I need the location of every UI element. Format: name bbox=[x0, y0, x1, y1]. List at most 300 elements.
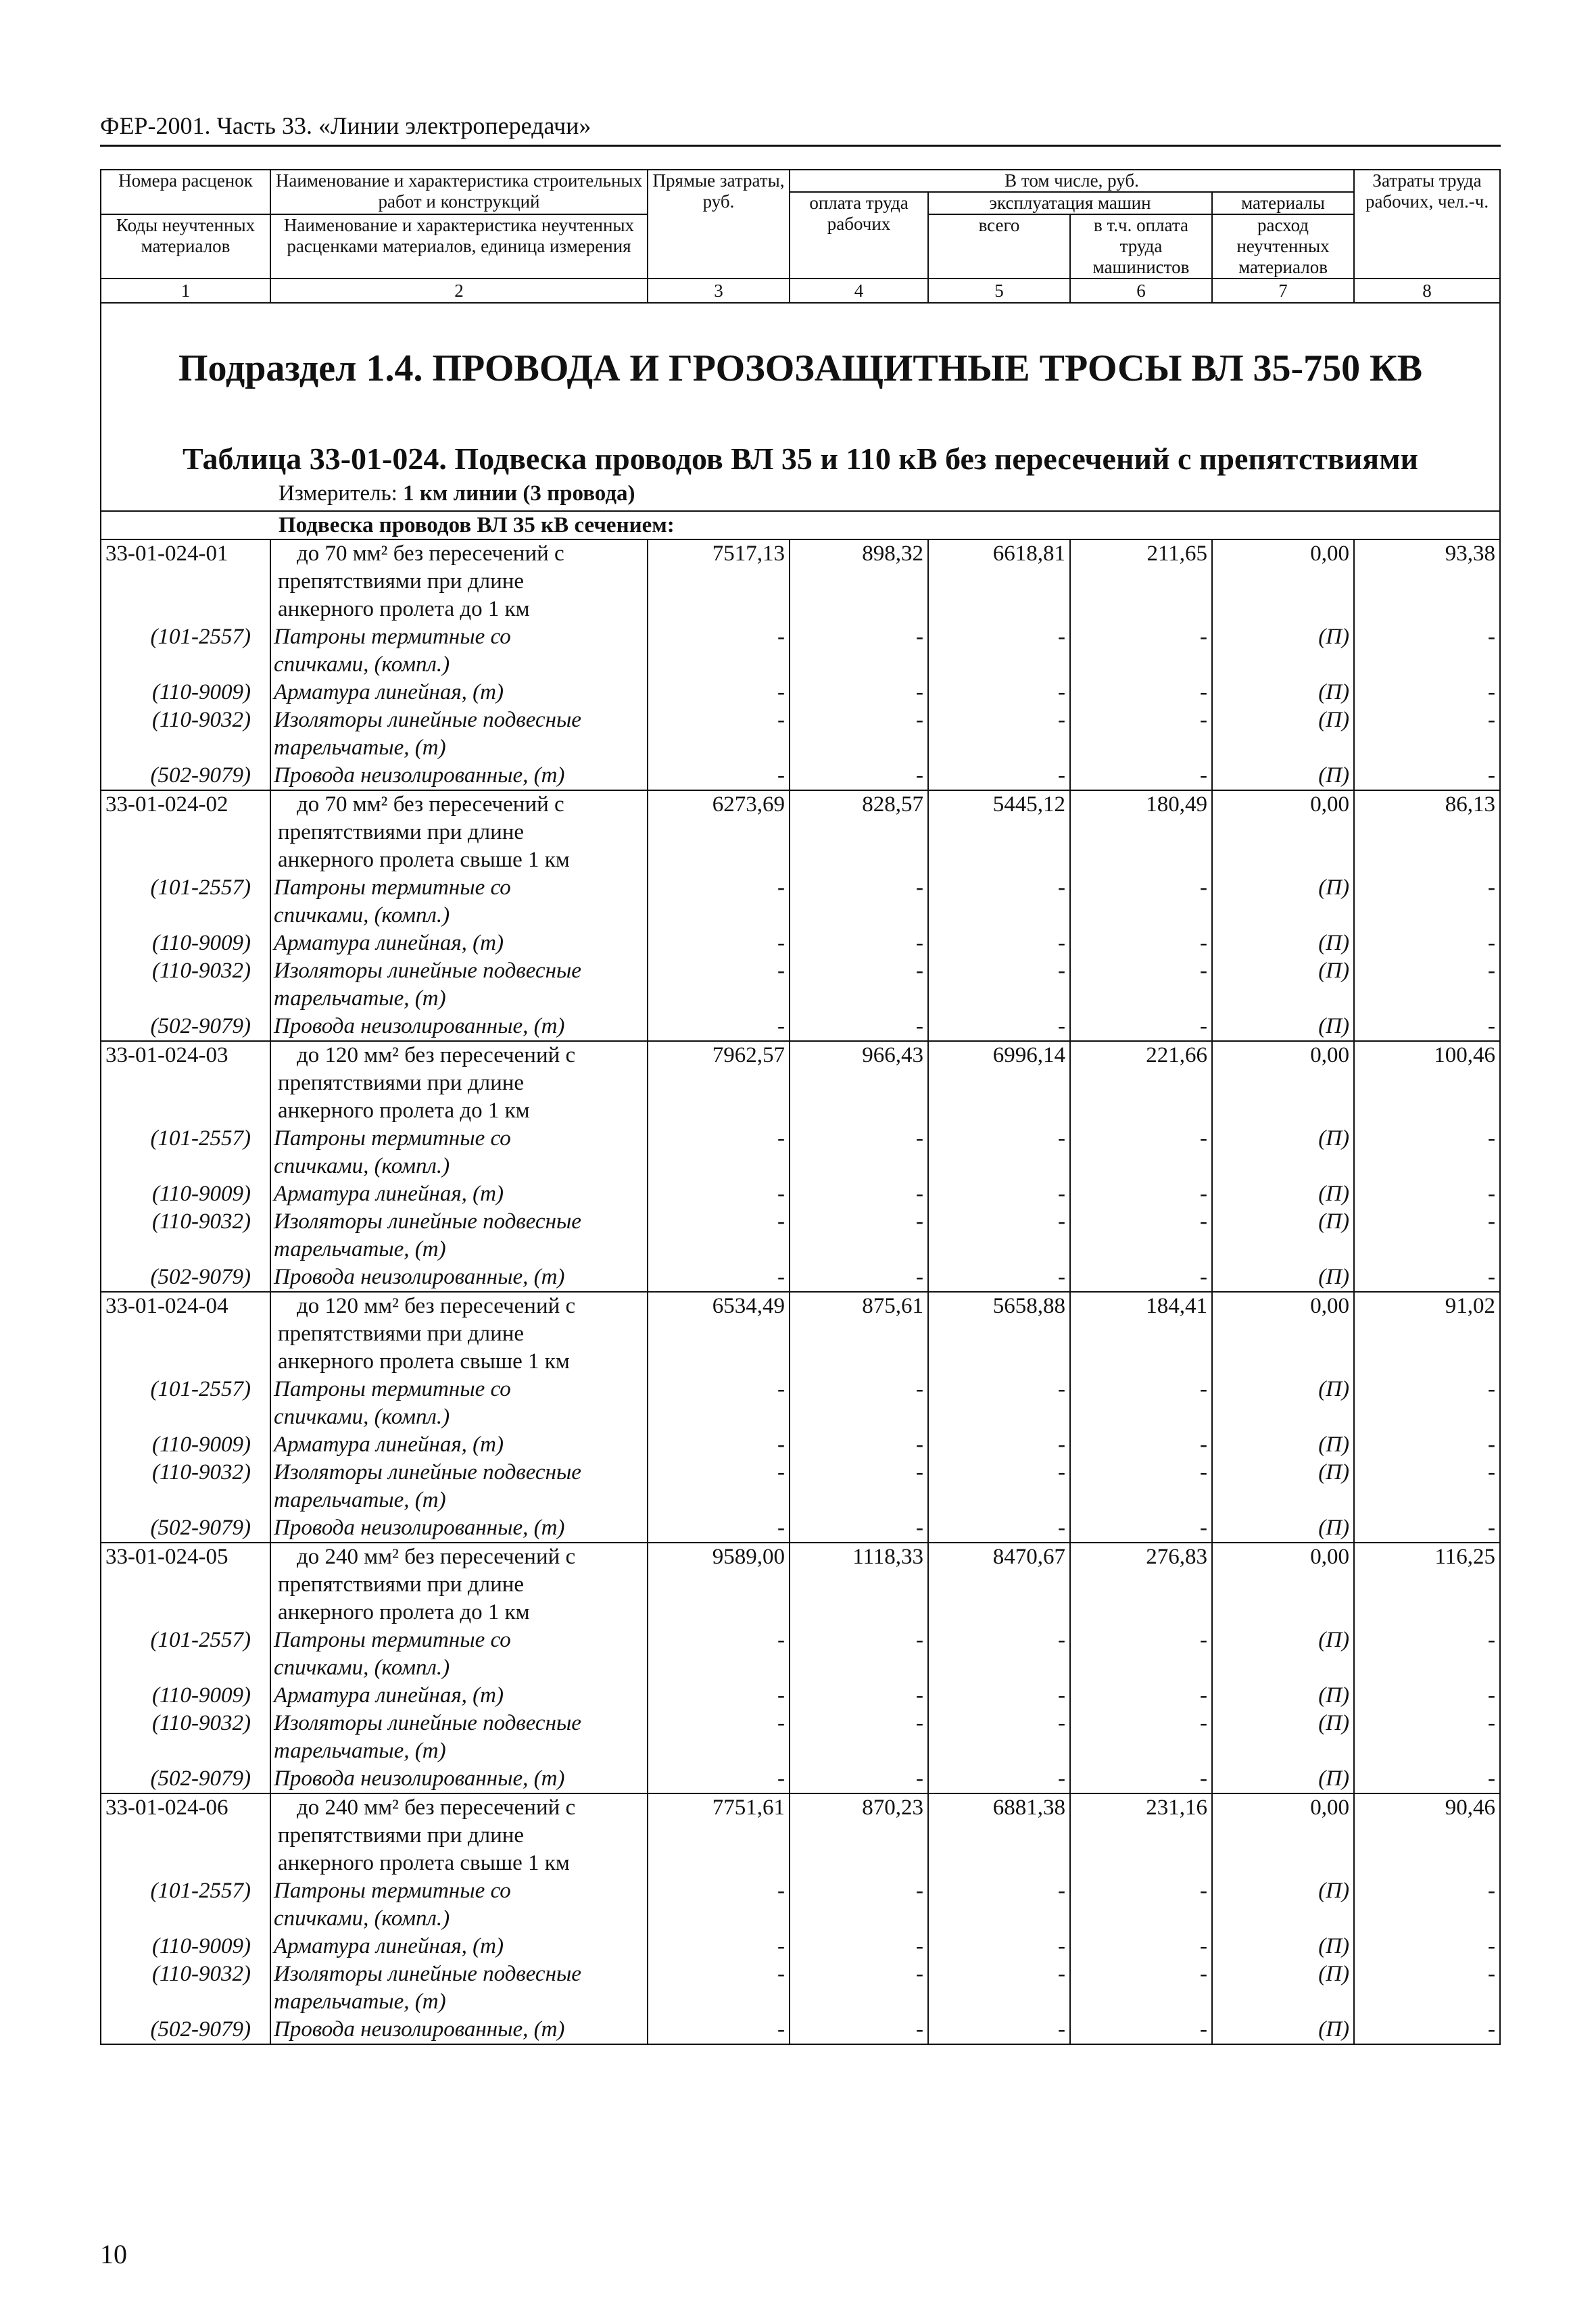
dash-value: - bbox=[1354, 1626, 1500, 1682]
material-name-line: Арматура линейная, (т) bbox=[274, 1182, 504, 1206]
dash-value: - bbox=[1354, 1960, 1500, 2016]
value-c4: 1118,33 bbox=[790, 1543, 928, 1626]
dash-value: - bbox=[928, 874, 1070, 930]
material-code: (110-9032) bbox=[101, 1208, 270, 1263]
dash-value: - bbox=[928, 2016, 1070, 2044]
material-row bbox=[101, 957, 1500, 1013]
rate-group bbox=[101, 1793, 1500, 2044]
rate-row bbox=[101, 1292, 1500, 1376]
material-p-mark: (П) bbox=[1212, 1877, 1354, 1933]
rate-name-line: до 240 мм² без пересечений с bbox=[297, 1545, 576, 1569]
material-name bbox=[270, 679, 648, 706]
material-name-line: Арматура линейная, (т) bbox=[274, 1934, 504, 1958]
material-name bbox=[270, 1208, 648, 1263]
dash-value: - bbox=[1354, 957, 1500, 1013]
material-code: (110-9032) bbox=[101, 1459, 270, 1514]
dash-value: - bbox=[928, 1125, 1070, 1180]
material-row bbox=[101, 1765, 1500, 1793]
material-name-line: спичками, (компл.) bbox=[274, 1656, 450, 1680]
rate-name-line: до 120 мм² без пересечений с bbox=[297, 1043, 576, 1067]
value-c6: 180,49 bbox=[1070, 790, 1212, 874]
material-p-mark: (П) bbox=[1212, 957, 1354, 1013]
dash-value: - bbox=[1354, 679, 1500, 706]
dash-value: - bbox=[1070, 1933, 1212, 1960]
rate-name-line: анкерного пролета до 1 км bbox=[278, 1600, 530, 1624]
value-c3: 7751,61 bbox=[648, 1793, 790, 1877]
rate-group bbox=[101, 1292, 1500, 1543]
dash-value: - bbox=[928, 762, 1070, 790]
dash-value: - bbox=[928, 706, 1070, 762]
material-code: (110-9032) bbox=[101, 1960, 270, 2016]
rate-name bbox=[270, 1292, 648, 1376]
material-row bbox=[101, 1933, 1500, 1960]
material-name bbox=[270, 1431, 648, 1459]
dash-value: - bbox=[790, 930, 928, 957]
value-c4: 828,57 bbox=[790, 790, 928, 874]
material-row bbox=[101, 1263, 1500, 1292]
dash-value: - bbox=[1354, 1682, 1500, 1710]
material-code: (101-2557) bbox=[101, 1376, 270, 1431]
dash-value: - bbox=[1070, 1459, 1212, 1514]
material-p-mark: (П) bbox=[1212, 1459, 1354, 1514]
material-row bbox=[101, 762, 1500, 790]
header-direct-costs: Прямые затраты, руб. bbox=[648, 170, 790, 279]
rate-name-line: до 240 мм² без пересечений с bbox=[297, 1795, 576, 1820]
dash-value: - bbox=[928, 1459, 1070, 1514]
material-row bbox=[101, 1376, 1500, 1431]
dash-value: - bbox=[790, 1933, 928, 1960]
rate-code: 33-01-024-06 bbox=[101, 1793, 270, 1877]
dash-value: - bbox=[1354, 762, 1500, 790]
material-name-line: Арматура линейная, (т) bbox=[274, 931, 504, 955]
material-name-line: Провода неизолированные, (т) bbox=[274, 1766, 565, 1791]
dash-value: - bbox=[790, 623, 928, 679]
dash-value: - bbox=[648, 1208, 790, 1263]
dash-value: - bbox=[790, 957, 928, 1013]
rate-name-line: анкерного пролета свыше 1 км bbox=[278, 848, 570, 872]
material-p-mark: (П) bbox=[1212, 706, 1354, 762]
material-p-mark: (П) bbox=[1212, 1208, 1354, 1263]
dash-value: - bbox=[1070, 1877, 1212, 1933]
header-machines-total: всего bbox=[928, 214, 1070, 279]
dash-value: - bbox=[928, 1626, 1070, 1682]
material-name bbox=[270, 706, 648, 762]
material-code: (101-2557) bbox=[101, 1877, 270, 1933]
material-p-mark: (П) bbox=[1212, 1125, 1354, 1180]
material-name bbox=[270, 762, 648, 790]
header-machine-operation: эксплуатация машин bbox=[928, 192, 1212, 214]
material-p-mark: (П) bbox=[1212, 1765, 1354, 1793]
dash-value: - bbox=[1354, 1877, 1500, 1933]
rate-row bbox=[101, 1793, 1500, 1877]
dash-value: - bbox=[1354, 1013, 1500, 1041]
header-rule bbox=[100, 145, 1501, 147]
rate-code: 33-01-024-02 bbox=[101, 790, 270, 874]
material-code: (110-9009) bbox=[101, 1431, 270, 1459]
column-number: 5 bbox=[928, 279, 1070, 303]
rate-code: 33-01-024-01 bbox=[101, 539, 270, 623]
dash-value: - bbox=[648, 679, 790, 706]
material-row bbox=[101, 706, 1500, 762]
dash-value: - bbox=[648, 1459, 790, 1514]
dash-value: - bbox=[1070, 1682, 1212, 1710]
dash-value: - bbox=[1070, 957, 1212, 1013]
dash-value: - bbox=[928, 1013, 1070, 1041]
dash-value: - bbox=[648, 1376, 790, 1431]
dash-value: - bbox=[1070, 1431, 1212, 1459]
rate-name-line: препятствиями при длине bbox=[278, 1823, 525, 1848]
dash-value: - bbox=[1354, 1710, 1500, 1765]
page-header-title: ФЕР-2001. Часть 33. «Линии электропередачи» bbox=[100, 112, 591, 139]
value-c7: 0,00 bbox=[1212, 1543, 1354, 1626]
dash-value: - bbox=[928, 679, 1070, 706]
material-p-mark: (П) bbox=[1212, 1013, 1354, 1041]
material-name bbox=[270, 1765, 648, 1793]
value-c4: 870,23 bbox=[790, 1793, 928, 1877]
material-p-mark: (П) bbox=[1212, 1263, 1354, 1292]
value-c6: 221,66 bbox=[1070, 1041, 1212, 1125]
value-c5: 5445,12 bbox=[928, 790, 1070, 874]
dash-value: - bbox=[928, 1263, 1070, 1292]
material-name bbox=[270, 623, 648, 679]
material-name-line: Патроны термитные со bbox=[274, 1377, 511, 1401]
material-name-line: Провода неизолированные, (т) bbox=[274, 763, 565, 788]
material-row bbox=[101, 930, 1500, 957]
material-name-line: Изоляторы линейные подвесные bbox=[274, 708, 581, 732]
material-code: (502-9079) bbox=[101, 762, 270, 790]
dash-value: - bbox=[1354, 1765, 1500, 1793]
rate-name-line: до 120 мм² без пересечений с bbox=[297, 1294, 576, 1318]
value-c5: 6881,38 bbox=[928, 1793, 1070, 1877]
value-c6: 211,65 bbox=[1070, 539, 1212, 623]
dash-value: - bbox=[648, 1263, 790, 1292]
material-name-line: Изоляторы линейные подвесные bbox=[274, 959, 581, 983]
material-name-line: тарельчатые, (т) bbox=[274, 1739, 446, 1763]
dash-value: - bbox=[648, 957, 790, 1013]
rate-group bbox=[101, 1543, 1500, 1793]
material-p-mark: (П) bbox=[1212, 1431, 1354, 1459]
value-c7: 0,00 bbox=[1212, 1292, 1354, 1376]
rate-name-line: препятствиями при длине bbox=[278, 1322, 525, 1346]
material-name bbox=[270, 957, 648, 1013]
dash-value: - bbox=[1070, 679, 1212, 706]
dash-value: - bbox=[648, 1960, 790, 2016]
dash-value: - bbox=[1354, 1514, 1500, 1543]
dash-value: - bbox=[648, 1933, 790, 1960]
column-number: 8 bbox=[1354, 279, 1500, 303]
material-code: (502-9079) bbox=[101, 1765, 270, 1793]
dash-value: - bbox=[1354, 1431, 1500, 1459]
dash-value: - bbox=[790, 2016, 928, 2044]
column-number: 1 bbox=[101, 279, 270, 303]
dash-value: - bbox=[1354, 623, 1500, 679]
material-name bbox=[270, 930, 648, 957]
material-code: (110-9032) bbox=[101, 957, 270, 1013]
material-row bbox=[101, 1013, 1500, 1041]
dash-value: - bbox=[928, 1514, 1070, 1543]
dash-value: - bbox=[1070, 930, 1212, 957]
material-row bbox=[101, 1125, 1500, 1180]
dash-value: - bbox=[1070, 874, 1212, 930]
rate-name bbox=[270, 790, 648, 874]
dash-value: - bbox=[790, 1263, 928, 1292]
value-c3: 6534,49 bbox=[648, 1292, 790, 1376]
dash-value: - bbox=[790, 762, 928, 790]
dash-value: - bbox=[790, 1682, 928, 1710]
rate-name bbox=[270, 1543, 648, 1626]
value-c7: 0,00 bbox=[1212, 1793, 1354, 1877]
material-name bbox=[270, 1933, 648, 1960]
rate-name-line: препятствиями при длине bbox=[278, 1572, 525, 1597]
dash-value: - bbox=[648, 1877, 790, 1933]
dash-value: - bbox=[790, 1626, 928, 1682]
material-row bbox=[101, 1626, 1500, 1682]
material-row bbox=[101, 1431, 1500, 1459]
dash-value: - bbox=[790, 1431, 928, 1459]
dash-value: - bbox=[790, 1125, 928, 1180]
material-name-line: тарельчатые, (т) bbox=[274, 1488, 446, 1512]
material-code: (502-9079) bbox=[101, 2016, 270, 2044]
header-including: В том числе, руб. bbox=[790, 170, 1354, 192]
material-name bbox=[270, 2016, 648, 2044]
dash-value: - bbox=[648, 1765, 790, 1793]
column-number: 6 bbox=[1070, 279, 1212, 303]
rate-code: 33-01-024-03 bbox=[101, 1041, 270, 1125]
column-number: 3 bbox=[648, 279, 790, 303]
column-number: 7 bbox=[1212, 279, 1354, 303]
material-p-mark: (П) bbox=[1212, 1682, 1354, 1710]
material-name-line: Провода неизолированные, (т) bbox=[274, 1516, 565, 1540]
dash-value: - bbox=[1354, 1459, 1500, 1514]
material-name bbox=[270, 1877, 648, 1933]
value-c6: 276,83 bbox=[1070, 1543, 1212, 1626]
header-materials: материалы bbox=[1212, 192, 1354, 214]
column-numbers-row bbox=[101, 279, 1500, 303]
material-name bbox=[270, 1710, 648, 1765]
material-name-line: Арматура линейная, (т) bbox=[274, 680, 504, 704]
section-title: Подраздел 1.4. ПРОВОДА И ГРОЗОЗАЩИТНЫЕ ТРОСЫ ВЛ 35-750 КВ bbox=[101, 303, 1500, 423]
value-c6: 184,41 bbox=[1070, 1292, 1212, 1376]
value-c7: 0,00 bbox=[1212, 790, 1354, 874]
header-labor-costs: Затраты труда рабочих, чел.-ч. bbox=[1354, 170, 1500, 279]
dash-value: - bbox=[648, 2016, 790, 2044]
rate-row bbox=[101, 1543, 1500, 1626]
dash-value: - bbox=[1070, 1960, 1212, 2016]
material-name-line: Патроны термитные со bbox=[274, 1126, 511, 1151]
material-code: (110-9009) bbox=[101, 1933, 270, 1960]
table-title: Таблица 33-01-024. Подвеска проводов ВЛ 35 и 110 кВ без пересечений с препятствиями bbox=[101, 423, 1500, 481]
dash-value: - bbox=[1070, 1514, 1212, 1543]
rate-name-line: анкерного пролета до 1 км bbox=[278, 597, 530, 621]
dash-value: - bbox=[928, 957, 1070, 1013]
dash-value: - bbox=[648, 1710, 790, 1765]
material-name-line: спичками, (компл.) bbox=[274, 903, 450, 927]
material-code: (110-9009) bbox=[101, 930, 270, 957]
dash-value: - bbox=[1070, 1626, 1212, 1682]
material-row bbox=[101, 1960, 1500, 2016]
material-name-line: Провода неизолированные, (т) bbox=[274, 1265, 565, 1289]
header-material-names: Наименование и характеристика неучтенных расценками материалов, единица измерения bbox=[270, 214, 648, 279]
value-c5: 5658,88 bbox=[928, 1292, 1070, 1376]
dash-value: - bbox=[928, 1877, 1070, 1933]
header-material-codes: Коды неучтенных материалов bbox=[101, 214, 270, 279]
material-p-mark: (П) bbox=[1212, 1933, 1354, 1960]
material-name-line: спичками, (компл.) bbox=[274, 1405, 450, 1429]
dash-value: - bbox=[790, 679, 928, 706]
material-row bbox=[101, 1710, 1500, 1765]
rate-row bbox=[101, 790, 1500, 874]
value-c8: 91,02 bbox=[1354, 1292, 1500, 1376]
dash-value: - bbox=[928, 1933, 1070, 1960]
value-c8: 116,25 bbox=[1354, 1543, 1500, 1626]
dash-value: - bbox=[1070, 1376, 1212, 1431]
dash-value: - bbox=[648, 1180, 790, 1208]
material-code: (101-2557) bbox=[101, 1125, 270, 1180]
subheading: Подвеска проводов ВЛ 35 кВ сечением: bbox=[101, 511, 1500, 539]
material-name-line: Патроны термитные со bbox=[274, 1879, 511, 1903]
material-name-line: Патроны термитные со bbox=[274, 875, 511, 900]
material-row bbox=[101, 1682, 1500, 1710]
material-name bbox=[270, 1459, 648, 1514]
dash-value: - bbox=[928, 1960, 1070, 2016]
material-name-line: спичками, (компл.) bbox=[274, 1154, 450, 1178]
dash-value: - bbox=[928, 623, 1070, 679]
dash-value: - bbox=[648, 1125, 790, 1180]
dash-value: - bbox=[1070, 1180, 1212, 1208]
material-row bbox=[101, 1459, 1500, 1514]
material-name-line: Провода неизолированные, (т) bbox=[274, 2017, 565, 2042]
material-row bbox=[101, 1208, 1500, 1263]
dash-value: - bbox=[648, 623, 790, 679]
dash-value: - bbox=[1354, 874, 1500, 930]
column-number: 4 bbox=[790, 279, 928, 303]
rate-name-line: препятствиями при длине bbox=[278, 569, 525, 594]
material-p-mark: (П) bbox=[1212, 1626, 1354, 1682]
value-c3: 9589,00 bbox=[648, 1543, 790, 1626]
material-p-mark: (П) bbox=[1212, 623, 1354, 679]
dash-value: - bbox=[928, 1208, 1070, 1263]
value-c5: 6618,81 bbox=[928, 539, 1070, 623]
measure-value: 1 км линии (3 провода) bbox=[403, 481, 635, 506]
material-name bbox=[270, 1514, 648, 1543]
material-name bbox=[270, 1263, 648, 1292]
value-c4: 966,43 bbox=[790, 1041, 928, 1125]
value-c3: 7517,13 bbox=[648, 539, 790, 623]
dash-value: - bbox=[1354, 1263, 1500, 1292]
material-name-line: Провода неизолированные, (т) bbox=[274, 1014, 565, 1038]
material-name bbox=[270, 1960, 648, 2016]
material-p-mark: (П) bbox=[1212, 1514, 1354, 1543]
dash-value: - bbox=[1070, 1125, 1212, 1180]
material-name bbox=[270, 1682, 648, 1710]
rate-name-line: анкерного пролета до 1 км bbox=[278, 1099, 530, 1123]
page-number: 10 bbox=[100, 2239, 127, 2269]
material-name bbox=[270, 1125, 648, 1180]
dash-value: - bbox=[790, 1710, 928, 1765]
material-name-line: Патроны термитные со bbox=[274, 625, 511, 649]
header-worker-pay: оплата труда рабочих bbox=[790, 192, 928, 279]
material-name-line: тарельчатые, (т) bbox=[274, 986, 446, 1011]
material-code: (110-9009) bbox=[101, 679, 270, 706]
dash-value: - bbox=[1354, 706, 1500, 762]
material-name-line: спичками, (компл.) bbox=[274, 1906, 450, 1931]
header-work-name: Наименование и характеристика строительных работ и конструкций bbox=[270, 170, 648, 214]
dash-value: - bbox=[1070, 1013, 1212, 1041]
material-code: (110-9032) bbox=[101, 1710, 270, 1765]
rate-name-line: анкерного пролета свыше 1 км bbox=[278, 1851, 570, 1875]
value-c8: 100,46 bbox=[1354, 1041, 1500, 1125]
column-number: 2 bbox=[270, 279, 648, 303]
dash-value: - bbox=[928, 1765, 1070, 1793]
dash-value: - bbox=[928, 1682, 1070, 1710]
material-name-line: Изоляторы линейные подвесные bbox=[274, 1711, 581, 1735]
material-row bbox=[101, 874, 1500, 930]
rates-table bbox=[100, 169, 1501, 2045]
dash-value: - bbox=[790, 1514, 928, 1543]
value-c8: 90,46 bbox=[1354, 1793, 1500, 1877]
material-row bbox=[101, 1877, 1500, 1933]
material-name-line: Изоляторы линейные подвесные bbox=[274, 1460, 581, 1485]
material-p-mark: (П) bbox=[1212, 930, 1354, 957]
material-code: (101-2557) bbox=[101, 1626, 270, 1682]
value-c4: 875,61 bbox=[790, 1292, 928, 1376]
dash-value: - bbox=[928, 1431, 1070, 1459]
material-name-line: Арматура линейная, (т) bbox=[274, 1683, 504, 1708]
rate-row bbox=[101, 539, 1500, 623]
dash-value: - bbox=[1354, 1180, 1500, 1208]
material-name bbox=[270, 1626, 648, 1682]
dash-value: - bbox=[790, 1960, 928, 2016]
rate-name bbox=[270, 1793, 648, 1877]
value-c3: 6273,69 bbox=[648, 790, 790, 874]
table-header bbox=[101, 170, 1500, 303]
rate-name bbox=[270, 539, 648, 623]
value-c8: 86,13 bbox=[1354, 790, 1500, 874]
header-material-consumption: расход неучтенных материалов bbox=[1212, 214, 1354, 279]
material-code: (110-9009) bbox=[101, 1682, 270, 1710]
material-name bbox=[270, 874, 648, 930]
dash-value: - bbox=[1070, 1710, 1212, 1765]
dash-value: - bbox=[1070, 1263, 1212, 1292]
material-p-mark: (П) bbox=[1212, 2016, 1354, 2044]
dash-value: - bbox=[790, 706, 928, 762]
material-code: (502-9079) bbox=[101, 1514, 270, 1543]
rate-name bbox=[270, 1041, 648, 1125]
dash-value: - bbox=[1354, 2016, 1500, 2044]
dash-value: - bbox=[648, 930, 790, 957]
dash-value: - bbox=[648, 874, 790, 930]
dash-value: - bbox=[1070, 1208, 1212, 1263]
header-machinist-pay: в т.ч. оплата труда машинистов bbox=[1070, 214, 1212, 279]
dash-value: - bbox=[1354, 1376, 1500, 1431]
dash-value: - bbox=[928, 1376, 1070, 1431]
rate-group bbox=[101, 1041, 1500, 1292]
measure-line bbox=[101, 481, 1500, 511]
material-code: (110-9009) bbox=[101, 1180, 270, 1208]
material-p-mark: (П) bbox=[1212, 679, 1354, 706]
header-rate-numbers: Номера расценок bbox=[101, 170, 270, 214]
material-p-mark: (П) bbox=[1212, 1376, 1354, 1431]
value-c3: 7962,57 bbox=[648, 1041, 790, 1125]
value-c7: 0,00 bbox=[1212, 1041, 1354, 1125]
material-name-line: тарельчатые, (т) bbox=[274, 1989, 446, 2014]
dash-value: - bbox=[928, 1710, 1070, 1765]
material-name-line: Арматура линейная, (т) bbox=[274, 1432, 504, 1457]
dash-value: - bbox=[790, 1376, 928, 1431]
dash-value: - bbox=[790, 874, 928, 930]
material-p-mark: (П) bbox=[1212, 874, 1354, 930]
material-name-line: тарельчатые, (т) bbox=[274, 735, 446, 760]
